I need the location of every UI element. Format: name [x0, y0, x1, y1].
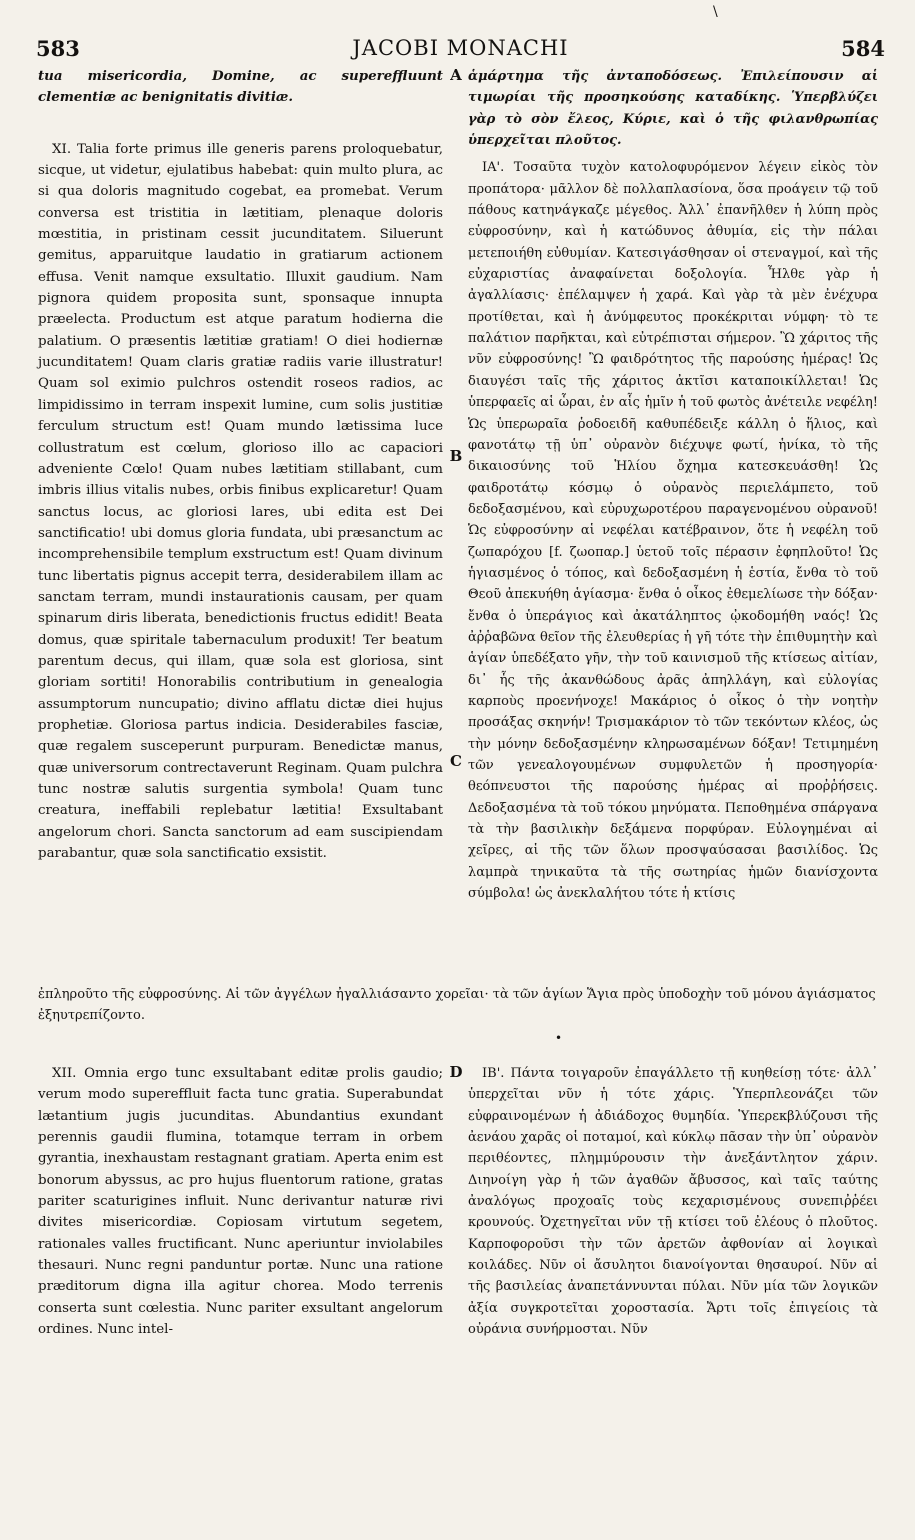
greek-section-12: ΙΒ'. Πάντα τοιγαροῦν ἐπαγάλλετο τῇ κυηθείσῃ τότε· ἀλλ᾽ ὑπερχεῖται νῦν ἡ τότε χάρις. Ὑπερπλεονάζει τῶν εὐφραινομένων ἡ ἀδιάδοχος θυμηδία. Ὑπερεκβλύζουσι τῆς ἀενάου χαρᾶς οἱ ποταμοί, καὶ κύκλῳ πᾶσαν τὴν ὑπ᾽ οὐρανὸν περιθέοντες, πλημμύρουσιν τὴν ἀνεξάντλητον χάριν. Διηνοίγη γὰρ ἡ τῶν ἀγαθῶν ἄβυσσος, καὶ ταῖς ταύτης ἀναλόγως προχοαῖς τοὺς κεχαρισμένους συνεπιῤῥέει κρουνούς. Ὀχετηγεῖται νῦν τῇ κτίσει τοῦ ἐλέους ὁ πλοῦτος. Καρποφοροῦσι τὴν τῶν ἀρετῶν ἀφθονίαν αἱ λογικαὶ κοιλάδες. Νῦν οἱ ἄσυλητοι διανοίγονται θησαυροί. Νῦν αἱ τῆς βασιλείας ἀναπετάννυνται πύλαι. Νῦν μία τῶν λογικῶν ἀξία συγκροτεῖται χοροστασία. Ἄρτι τοῖς ἐπιγείοις τὰ οὐράνια συνήρμοσται. Νῦν	[468, 1066, 878, 1338]
margin-letter-c: C	[450, 752, 462, 770]
latin-column-upper	[38, 66, 443, 864]
margin-letter-b: B	[449, 447, 463, 465]
right-page-number: 584	[841, 36, 885, 61]
greek-column-upper	[468, 66, 878, 904]
greek-section-11: ΙΑ'. Τοσαῦτα τυχὸν κατολοφυρόμενον λέγειν εἰκὸς τὸν προπάτορα· μᾶλλον δὲ πολλαπλασίονα, ὅσα προάγειν τῷ τοῦ πάθους κατηνάγκαζε μέγεθος. Ἀλλ᾽ ἐπανῆλθεν ἡ λύπη πρὸς εὐφροσύνην, καὶ ἡ κατώδυνος ἀθυμία, εἰς τὴν πάλαι μετεποιήθη εὐθυμίαν. Κατεσιγάσθησαν οἱ στεναγμοί, καὶ τῆς εὐχαριστίας ἀναφαίνεται δοξολογία. Ἦλθε γὰρ ἡ ἀγαλλίασις· ἐπέλαμψεν ἡ χαρά. Καὶ γὰρ τὰ μὲν ἐνέχυρα προτίθεται, καὶ ἡ ἀνύμφευτος προκέκριται νύμφη· τὸ τε παλάτιον παρῆκται, καὶ εὐτρέπισται σήμερον. Ὢ χάριτος τῆς νῦν εὐφροσύνης! Ὢ φαιδρότητος τῆς παρούσης ἡμέρας! Ὡς διαυγέσι ταῖς τῆς χάριτος ἀκτῖσι καταποικίλλεται! Ὡς ὑπερφαεῖς αἱ ὧραι, ἐν αἷς ἡμῖν ἡ τοῦ φωτὸς ἀνέτειλε νεφέλη! Ὡς ὑπερωραῖα ῥοδοειδῆ καθυπέδειξε κάλλη ὁ ἥλιος, καὶ φανοτάτῳ τῇ ὑπ᾽ οὐρανὸν διέχυψε φωτί, ἡνίκα, τὸ τῆς δικαιοσύνης τοῦ Ἡλίου ὄχημα κατεσκευάσθη! Ὡς φαιδροτάτῳ κόσμῳ ὁ οὐρανὸς περιελάμπετο, τοῦ δεδοξασμένου, καὶ εὐρυχωροτέρου παραγενομένου οὐρανοῦ! Ὡς εὐφροσύνην αἱ νεφέλαι κατέβραινον, ὅτε ἡ νεφέλη τοῦ ζωπαρόχου [f. ζωοπαρ.] ὑετοῦ τοῖς πέρασιν ἐφηπλοῦτο! Ὡς ἡγιασμένος ὁ τόπος, καὶ δεδοξασμένη ἡ ἑστία, ἔνθα τὸ τοῦ Θεοῦ ἀπεκυήθη ἁγίασμα· ἔνθα ὁ οἶκος ἐθεμελίωσε τὴν δόξαν· ἔνθα ὁ ὑπεράγιος καὶ ἀκατάληπτος ᾠκοδομήθη ναός! Ὡς ἀῤῥαβῶνα θεῖον τῆς ἐλευθερίας ἡ γῆ τότε τὴν ἐπιθυμητὴν καὶ ἁγίαν ὑπεδέξατο γῆν, τὴν τοῦ καινισμοῦ τῆς κτίσεως αἰτίαν, δι᾽ ἧς τῆς ἀκανθώδους ἀρᾶς ἀπηλλάγη, καὶ εὐλογίας καρποὺς προενήνοχε! Μακάριος ὁ οἶκος ὁ τὴν νοητὴν προσάξας σκηνήν! Τρισμακάριον τὸ τῶν τεκόντων κλέος, ὡς τὴν μόνην δεδοξασμένην κληρωσαμένων δόξαν! Τετιμημένη τῶν γενεαλογουμένων συμφυλετῶν ἡ προσηγορία· θεόπνευστοι τῆς παρούσης ἡμέρας αἱ προῤῥήσεις. Δεδοξασμένα τὰ τοῦ τόκου μηνύματα. Πεποθημένα σπάργανα τὰ τὴν βασιλικὴν δεξάμενα πορφύραν. Εὐλογημέναι αἱ χεῖρες, αἱ τῆς τῶν ὅλων προσψαύσασαι βασιλίδος. Ὡς λαμπρὰ τηνικαῦτα τὰ τῆς σωτηρίας ἡμῶν διανίσχοντα σύμβολα! ὡς ἀνεκλαλήτου τότε ἡ κτίσις	[468, 160, 878, 902]
print-mark: \	[713, 4, 718, 20]
margin-letter-a: A	[450, 66, 462, 84]
margin-letter-d: D	[449, 1063, 463, 1081]
print-mark-bottom: •	[555, 1031, 563, 1045]
latin-section-12: XII. Omnia ergo tunc exsultabant editæ prolis gaudio; verum modo supereffluit facta tunc gratia. Superabundat lætantium jugis jucunditas. Abundantius exundant perennis gaudii flumina, totamque terram in orbem gyrantia, inexhaustam restagnant gratiam. Aperta enim est bonorum abyssus, ac pro hujus fluentorum ratione, gratas pariter scaturigines influit. Nunc derivantur naturæ rivi divites misericordiæ. Copiosam virtutum segetem, rationales valles fructificant. Nunc aperiuntur inviolabiles thesauri. Nunc regni panduntur portæ. Nunc una ratione præditorum digna illa agitur chorea. Modo terrenis conserta sunt cœlestia. Nunc pariter exsultant angelorum ordines. Nunc intel-	[38, 1066, 443, 1338]
latin-column-lower	[38, 1063, 443, 1340]
latin-intro: tua misericordia, Domine, ac supereffluunt clementiæ ac benignitatis divitiæ.	[38, 68, 443, 106]
greek-intro: ἁμάρτημα τῆς ἀνταποδόσεως. Ἐπιλείπουσιν αἱ τιμωρίαι τῆς προσηκούσης καταδίκης. Ὑπερβλύζει γὰρ τὸ σὸν ἔλεος, Κύριε, καὶ ὁ τῆς φιλανθρωπίας ὑπερχεῖται πλοῦτος.	[468, 69, 878, 149]
running-title: JACOBI MONACHI	[352, 36, 569, 60]
left-page-number: 583	[36, 36, 80, 61]
latin-section-11: XI. Talia forte primus ille generis parens proloquebatur, sicque, ut videtur, ejulatibus habebat: quin multo plura, ac si qua doloris magnitudo cogebat, ea promebat. Verum conversa est tristitia in lætitiam, plenaque doloris mœstitia, in pristinam cessit jucunditatem. Siluerunt gemitus, apparuitque laudatio in gratiarum actionem effusa. Venit namque exsultatio. Illuxit gaudium. Nam pignora quidem proposita sunt, sponsaque innupta præelecta. Productum est atque paratum hodierna die palatium. O præsentis lætitiæ gratiam! O diei hodiernæ jucunditatem! Quam claris gratiæ radiis varie illustratur! Quam sol eximio pulchros ostendit roseos radios, ac limpidissimo in terram inspexit lumine, cum solis justitiæ ferculum structum est! Quam mundo lætissima luce collustratum est cœlum, glorioso illo ac capaciori adveniente Cœlo! Quam nubes lætitiam stillabant, cum imbris illius vitalis nubes, orbis finibus explicaretur! Quam sanctus locus, ac gloriosi lares, ubi edita est Dei sanctificatio! ubi domus gloria fundata, ubi præsanctum ac incomprehensibile templum exstructum est! Quam divinum tunc libertatis pignus accepit terra, desiderabilem illam ac sanctam terram, mundi instaurationis causam, per quam spinarum diris liberata, benedictionis fructus edidit! Beata domus, quæ spiritale tabernaculum produxit! Ter beatum parentum decus, qui illam, quæ sola est gloriosa, sint gloriam sortiti! Honorabilis contributium in genealogia assumptorum nuncupatio; divino afflatu dictæ diei hujus prophetiæ. Gloriosa partus indicia. Desiderabiles fasciæ, quæ regalem susceperunt purpuram. Benedictæ manus, quæ universorum contrectaverunt Reginam. Quam pulchra tunc nostræ salutis surgentia symbola! Quam tunc creatura, ineffabili replebatur lætitia! Exsultabant angelorum chori. Sancta sanctorum ad eam suscipiendam parabantur, quæ sola sanctificatio exsistit.	[38, 141, 443, 862]
page-header	[36, 36, 885, 62]
greek-spill-line: ἐπληροῦτο τῆς εὐφροσύνης. Αἱ τῶν ἀγγέλων ἠγαλλιάσαντο χορεῖαι· τὰ τῶν ἁγίων Ἅγια πρὸς ὑποδοχὴν τοῦ μόνου ἁγιάσματος ἐξηυτρεπίζοντο.	[38, 987, 876, 1023]
greek-column-lower	[468, 1063, 878, 1340]
